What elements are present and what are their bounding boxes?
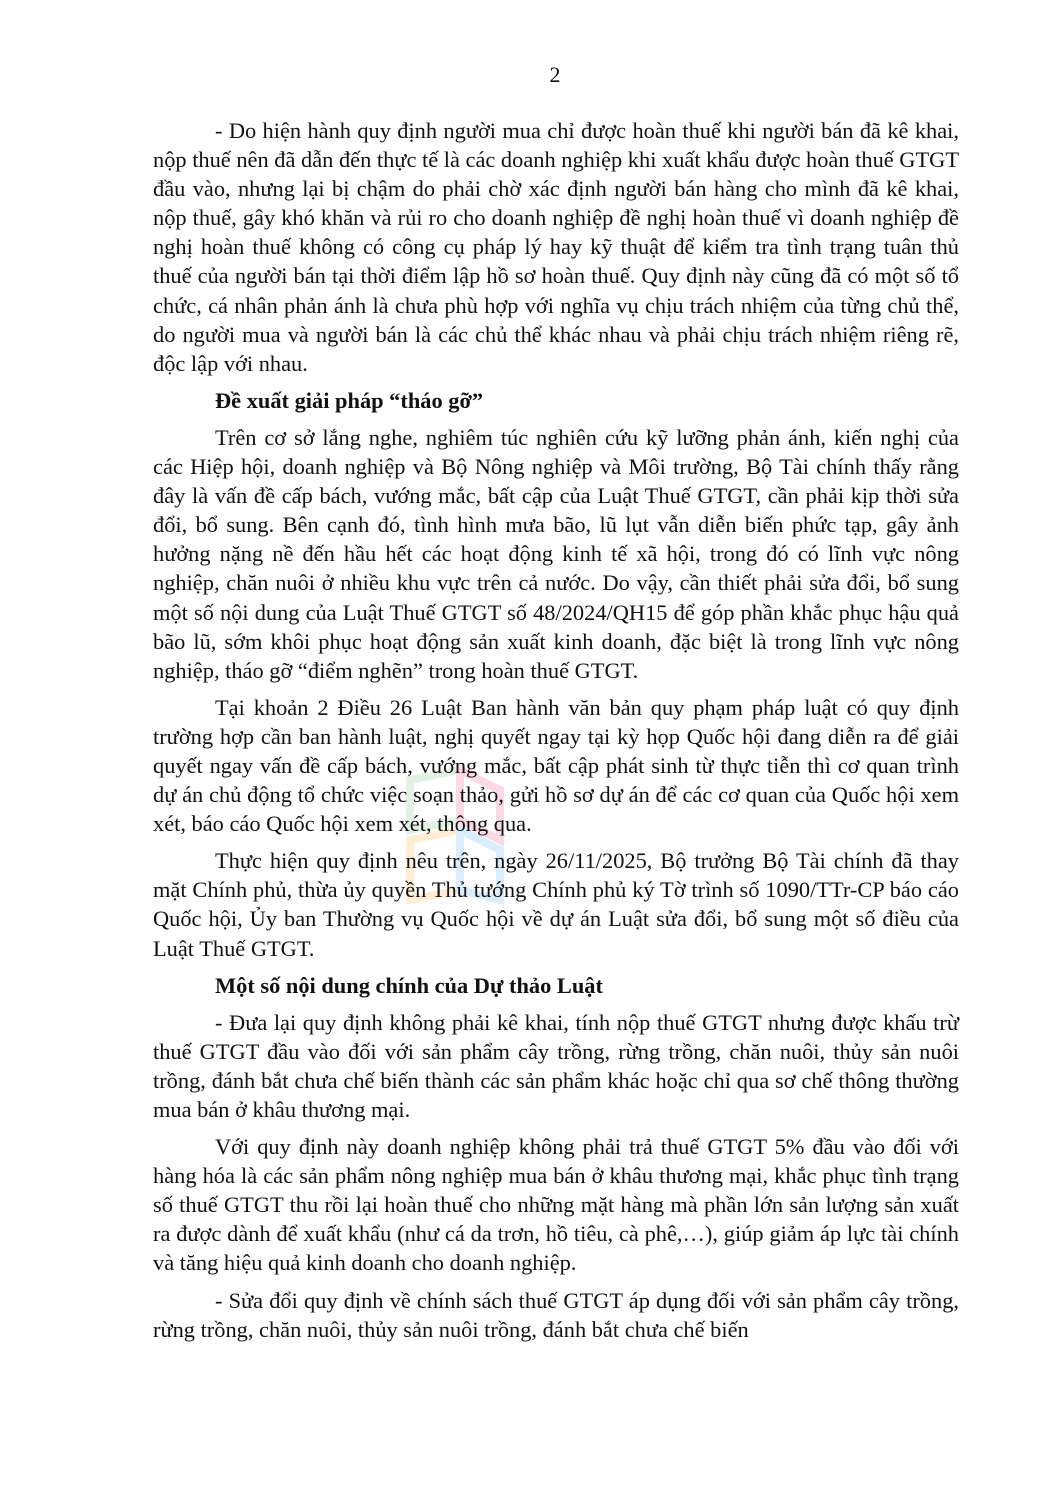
- heading-main-contents: Một số nội dung chính của Dự thảo Luật: [215, 972, 603, 998]
- paragraph-ministry-findings: Trên cơ sở lắng nghe, nghiêm túc nghiên cứu kỹ lưỡng phản ánh, kiến nghị của các Hiệp hội, doanh nghiệp và Bộ Nông nghiệp và Môi trường, Bộ Tài chính thấy rằng đây là vấn đề cấp bách, vướng mắc, bất cập của Luật Thuế GTGT, cần phải kịp thời sửa đổi, bổ sung. Bên cạnh đó, tình hình mưa bão, lũ lụt vẫn diễn biến phức tạp, gây ảnh hưởng nặng nề đến hầu hết các hoạt động kinh tế xã hội, trong đó có lĩnh vực nông nghiệp, chăn nuôi ở nhiều khu vực trên cả nước. Do vậy, cần thiết phải sửa đổi, bổ sung một số nội dung của Luật Thuế GTGT số 48/2024/QH15 để góp phần khắc phục hậu quả bão lũ, sớm khôi phục hoạt động sản xuất kinh doanh, đặc biệt là trong lĩnh vực nông nghiệp, tháo gỡ “điểm nghẽn” trong hoàn thuế GTGT.: [153, 424, 959, 683]
- heading-proposed-solution: Đề xuất giải pháp “tháo gỡ”: [215, 387, 484, 413]
- page-number: 2: [549, 62, 561, 87]
- paragraph-legal-basis: Tại khoản 2 Điều 26 Luật Ban hành văn bản quy phạm pháp luật có quy định trường hợp cần ban hành luật, nghị quyết ngay tại kỳ họp Quốc hội đang diễn ra để giải quyết ngay vấn đề cấp bách, vướng mắc, bất cập phát sinh từ thực tiễn thì cơ quan trình dự án chủ động tổ chức việc soạn thảo, gửi hồ sơ dự án để các cơ quan của Quốc hội xem xét, báo cáo Quốc hội xem xét, thông qua.: [153, 694, 959, 837]
- paragraph-content-1-effect: Với quy định này doanh nghiệp không phải trả thuế GTGT 5% đầu vào đối với hàng hóa là các sản phẩm nông nghiệp mua bán ở khâu thương mại, khắc phục tình trạng số thuế GTGT thu rồi lại hoàn thuế cho những mặt hàng mà phần lớn sản lượng sản xuất ra được dành để xuất khẩu (như cá da trơn, hồ tiêu, cà phê,…), giúp giảm áp lực tài chính và tăng hiệu quả kinh doanh cho doanh nghiệp.: [153, 1134, 959, 1276]
- paragraph-content-2: - Sửa đổi quy định về chính sách thuế GTGT áp dụng đối với sản phẩm cây trồng, rừng trồng, chăn nuôi, thủy sản nuôi trồng, đánh bắt chưa chế biến: [153, 1287, 959, 1342]
- document-body: [153, 116, 959, 1352]
- paragraph-content-1: - Đưa lại quy định không phải kê khai, tính nộp thuế GTGT nhưng được khấu trừ thuế GTGT đầu vào đối với sản phẩm cây trồng, rừng trồng, chăn nuôi, thủy sản nuôi trồng, đánh bắt chưa chế biến thành các sản phẩm khác hoặc chỉ qua sơ chế thông thường mua bán ở khâu thương mại.: [153, 1009, 959, 1122]
- paragraph-refund-issue: - Do hiện hành quy định người mua chỉ được hoàn thuế khi người bán đã kê khai, nộp thuế nên đã dẫn đến thực tế là các doanh nghiệp khi xuất khẩu được hoàn thuế GTGT đầu vào, nhưng lại bị chậm do phải chờ xác định người bán hàng cho mình đã kê khai, nộp thuế, gây khó khăn và rủi ro cho doanh nghiệp đề nghị hoàn thuế vì doanh nghiệp đề nghị hoàn thuế không có công cụ pháp lý hay kỹ thuật để kiểm tra tình trạng tuân thủ thuế của người bán tại thời điểm lập hồ sơ hoàn thuế. Quy định này cũng đã có một số tổ chức, cá nhân phản ánh là chưa phù hợp với nghĩa vụ chịu trách nhiệm của từng chủ thể, do người mua và người bán là các chủ thể khác nhau và phải chịu trách nhiệm riêng rẽ, độc lập với nhau.: [153, 118, 959, 376]
- paragraph-submission: Thực hiện quy định nêu trên, ngày 26/11/2025, Bộ trưởng Bộ Tài chính đã thay mặt Chính phủ, thừa ủy quyền Thủ tướng Chính phủ ký Tờ trình số 1090/TTr-CP báo cáo Quốc hội, Ủy ban Thường vụ Quốc hội về dự án Luật sửa đổi, bổ sung một số điều của Luật Thuế GTGT.: [153, 848, 959, 961]
